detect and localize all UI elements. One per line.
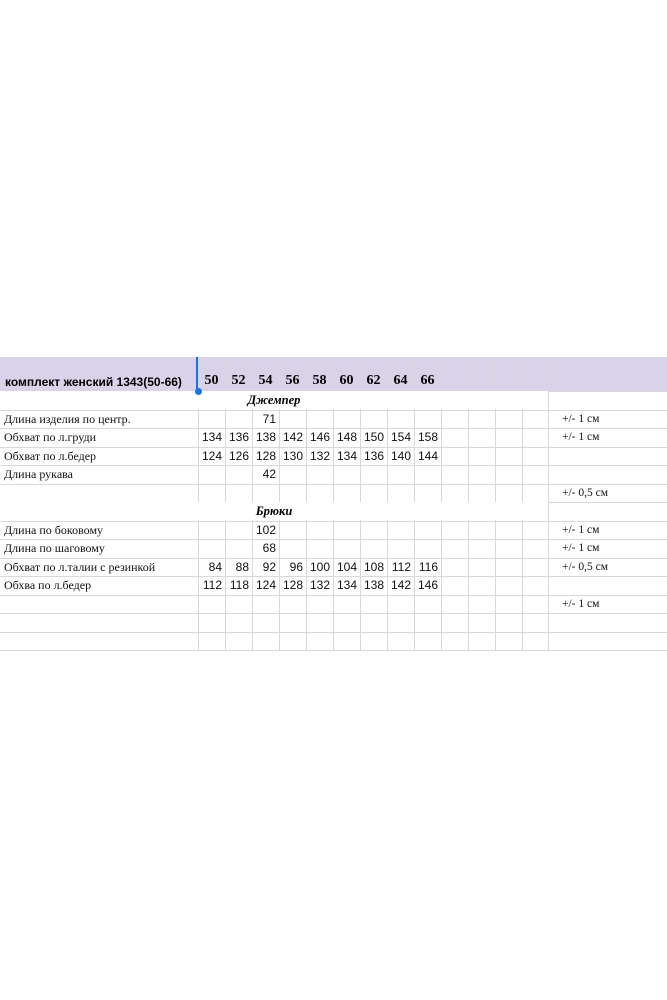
- value-cell[interactable]: 158: [417, 430, 438, 444]
- value-cell[interactable]: 146: [417, 578, 438, 592]
- value-cell[interactable]: [306, 521, 330, 539]
- value-cell[interactable]: [414, 410, 438, 428]
- value-cell[interactable]: 71: [262, 411, 276, 426]
- value-cell[interactable]: [306, 410, 330, 428]
- value-cell[interactable]: [225, 595, 249, 613]
- value-cell[interactable]: [360, 465, 384, 483]
- value-cell[interactable]: [306, 632, 330, 650]
- size-header[interactable]: 52: [231, 373, 246, 388]
- value-cell[interactable]: [225, 539, 249, 557]
- section-title: Джемпер: [0, 391, 548, 409]
- value-cell[interactable]: [306, 465, 330, 483]
- value-cell[interactable]: [198, 539, 222, 557]
- row-label[interactable]: Длина изделия по центр.: [4, 411, 131, 426]
- value-cell[interactable]: 112: [391, 559, 411, 574]
- value-cell[interactable]: [225, 410, 249, 428]
- value-cell[interactable]: 138: [255, 430, 276, 444]
- value-cell[interactable]: 104: [336, 559, 357, 574]
- value-cell[interactable]: [387, 595, 411, 613]
- value-cell[interactable]: 130: [282, 448, 303, 463]
- size-header[interactable]: 50: [204, 373, 219, 388]
- value-cell[interactable]: 100: [309, 559, 330, 574]
- value-cell[interactable]: 148: [336, 430, 357, 444]
- size-header[interactable]: 54: [258, 373, 273, 388]
- value-cell[interactable]: [414, 632, 438, 650]
- value-cell[interactable]: 154: [390, 430, 411, 444]
- tolerance-cell[interactable]: +/- 1 см: [562, 542, 600, 554]
- value-cell[interactable]: [198, 484, 222, 502]
- value-cell[interactable]: [198, 632, 222, 650]
- value-cell[interactable]: 144: [417, 448, 438, 463]
- value-cell[interactable]: 92: [262, 559, 276, 574]
- value-cell[interactable]: [279, 521, 303, 539]
- value-cell[interactable]: 96: [289, 559, 303, 574]
- value-cell[interactable]: [360, 595, 384, 613]
- size-header[interactable]: 56: [285, 373, 300, 388]
- section-title: Брюки: [0, 502, 548, 520]
- value-cell[interactable]: [279, 484, 303, 502]
- value-cell[interactable]: [252, 595, 276, 613]
- value-cell[interactable]: [387, 539, 411, 557]
- value-cell[interactable]: 140: [390, 448, 411, 463]
- value-cell[interactable]: [279, 539, 303, 557]
- size-header[interactable]: 66: [420, 373, 435, 388]
- tolerance-cell[interactable]: +/- 0,5 см: [562, 486, 609, 499]
- value-cell[interactable]: [279, 465, 303, 483]
- value-cell[interactable]: 134: [336, 448, 357, 463]
- value-cell[interactable]: 150: [363, 430, 384, 444]
- grid-column-line: [548, 357, 549, 650]
- value-cell[interactable]: [333, 595, 357, 613]
- value-cell[interactable]: 134: [336, 578, 357, 592]
- value-cell[interactable]: 116: [418, 559, 438, 574]
- value-cell[interactable]: 146: [309, 430, 330, 444]
- value-cell[interactable]: [279, 595, 303, 613]
- value-cell[interactable]: 68: [262, 541, 276, 555]
- value-cell[interactable]: [279, 613, 303, 631]
- value-cell[interactable]: 132: [309, 448, 330, 463]
- value-cell[interactable]: 134: [201, 430, 222, 444]
- value-cell[interactable]: 84: [208, 559, 222, 574]
- tolerance-cell[interactable]: +/- 1 см: [562, 597, 600, 610]
- value-cell[interactable]: [414, 539, 438, 557]
- size-header[interactable]: 60: [339, 373, 354, 388]
- value-cell[interactable]: [360, 410, 384, 428]
- value-cell[interactable]: [225, 521, 249, 539]
- value-cell[interactable]: [306, 595, 330, 613]
- value-cell[interactable]: 132: [309, 578, 330, 592]
- value-cell[interactable]: [387, 521, 411, 539]
- row-label[interactable]: Длина по шаговому: [4, 541, 105, 555]
- selected-cell-border: [0, 357, 198, 391]
- value-cell[interactable]: 142: [282, 430, 303, 444]
- value-cell[interactable]: [333, 521, 357, 539]
- value-cell[interactable]: [387, 410, 411, 428]
- value-cell[interactable]: [198, 521, 222, 539]
- value-cell[interactable]: [414, 613, 438, 631]
- tolerance-cell[interactable]: +/- 1 см: [562, 523, 600, 536]
- row-label[interactable]: Длина рукава: [4, 467, 73, 481]
- value-cell[interactable]: [279, 410, 303, 428]
- value-cell[interactable]: 136: [363, 448, 384, 463]
- value-cell[interactable]: [279, 632, 303, 650]
- tolerance-cell[interactable]: +/- 1 см: [562, 412, 600, 425]
- value-cell[interactable]: 124: [255, 578, 276, 592]
- value-cell[interactable]: [252, 632, 276, 650]
- value-cell[interactable]: [198, 595, 222, 613]
- row-label[interactable]: Обхват по л.талии с резинкой: [4, 559, 156, 574]
- size-header[interactable]: 64: [393, 373, 408, 388]
- value-cell[interactable]: [306, 484, 330, 502]
- value-cell[interactable]: [387, 613, 411, 631]
- value-cell[interactable]: [360, 539, 384, 557]
- value-cell[interactable]: [333, 613, 357, 631]
- value-cell[interactable]: 136: [228, 430, 249, 444]
- value-cell[interactable]: 108: [363, 559, 384, 574]
- value-cell[interactable]: [387, 484, 411, 502]
- value-cell[interactable]: 138: [363, 578, 384, 592]
- value-cell[interactable]: [225, 613, 249, 631]
- spreadsheet: [0, 357, 667, 641]
- grid-row-line: [0, 650, 667, 651]
- value-cell[interactable]: [252, 613, 276, 631]
- value-cell[interactable]: [225, 484, 249, 502]
- value-cell[interactable]: 128: [255, 448, 276, 463]
- value-cell[interactable]: 42: [262, 467, 276, 481]
- value-cell[interactable]: [306, 613, 330, 631]
- value-cell[interactable]: [198, 465, 222, 483]
- value-cell[interactable]: 126: [228, 448, 249, 463]
- value-cell[interactable]: [333, 465, 357, 483]
- selection-fill-handle[interactable]: [195, 388, 202, 395]
- value-cell[interactable]: [306, 539, 330, 557]
- value-cell[interactable]: 118: [229, 578, 249, 592]
- value-cell[interactable]: [414, 521, 438, 539]
- row-label[interactable]: Обхва по л.бедер: [4, 578, 92, 592]
- value-cell[interactable]: [333, 484, 357, 502]
- value-cell[interactable]: 124: [201, 448, 222, 463]
- value-cell[interactable]: [333, 410, 357, 428]
- value-cell[interactable]: [198, 613, 222, 631]
- value-cell[interactable]: 128: [282, 578, 303, 592]
- size-header[interactable]: 58: [312, 373, 327, 388]
- value-cell[interactable]: [360, 521, 384, 539]
- value-cell[interactable]: [387, 465, 411, 483]
- value-cell[interactable]: [198, 410, 222, 428]
- value-cell[interactable]: [252, 484, 276, 502]
- value-cell[interactable]: [333, 539, 357, 557]
- tolerance-cell[interactable]: +/- 1 см: [562, 431, 600, 443]
- value-cell[interactable]: [360, 613, 384, 631]
- row-label[interactable]: Обхват по л.бедер: [4, 448, 97, 463]
- value-cell[interactable]: 142: [390, 578, 411, 592]
- value-cell[interactable]: 88: [235, 559, 249, 574]
- value-cell[interactable]: 102: [255, 522, 276, 537]
- tolerance-cell[interactable]: +/- 0,5 см: [562, 560, 609, 573]
- value-cell[interactable]: [360, 484, 384, 502]
- value-cell[interactable]: [414, 484, 438, 502]
- size-header[interactable]: 62: [366, 373, 381, 388]
- value-cell[interactable]: 112: [202, 578, 222, 592]
- value-cell[interactable]: [225, 465, 249, 483]
- value-cell[interactable]: [387, 632, 411, 650]
- value-cell[interactable]: [360, 632, 384, 650]
- value-cell[interactable]: [414, 465, 438, 483]
- value-cell[interactable]: [414, 595, 438, 613]
- row-label[interactable]: Обхват по л.груди: [4, 430, 97, 444]
- value-cell[interactable]: [225, 632, 249, 650]
- sheet-title[interactable]: комплект женский 1343(50-66): [5, 375, 182, 389]
- row-label[interactable]: Длина по боковому: [4, 522, 104, 537]
- value-cell[interactable]: [333, 632, 357, 650]
